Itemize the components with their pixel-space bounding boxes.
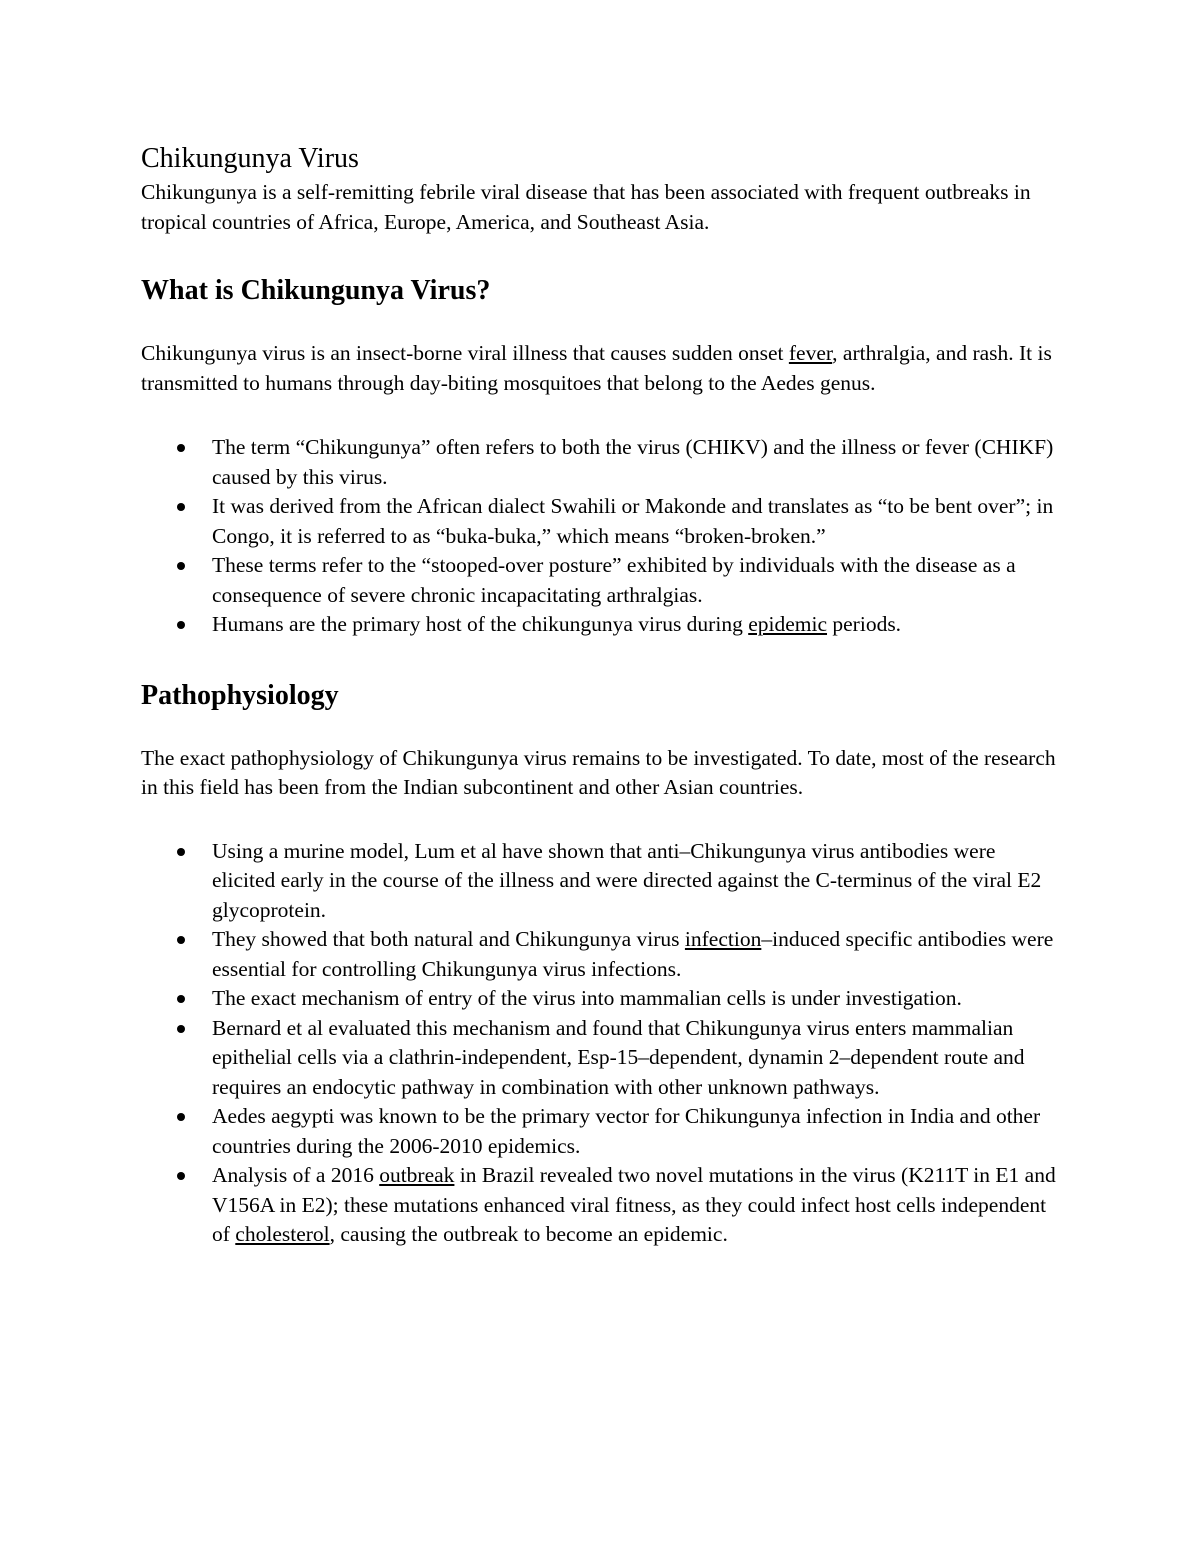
document-title: Chikungunya Virus [141,143,359,174]
list-item: Aedes aegypti was known to be the primary vector for Chikungunya infection in India and other countries during the 2006-2010 epidemics. [141,1102,1061,1161]
section1-paragraph: Chikungunya virus is an insect-borne viral illness that causes sudden onset fever, arthralgia, and rash. It is transmitted to humans through day-biting mosquitoes that belong to the Aedes genus. [141,341,1052,395]
bullet-icon [177,936,185,944]
infection-link[interactable]: infection [684,927,762,951]
section2-bullet-list [141,837,1061,1250]
list-item: Humans are the primary host of the chikungunya virus during epidemic periods. [141,610,1061,640]
list-item: Using a murine model, Lum et al have shown that anti–Chikungunya virus antibodies were elicited early in the course of the illness and were directed against the C-terminus of the viral E2 glycoprotein. [141,837,1061,926]
outbreak-link[interactable]: outbreak [379,1163,455,1187]
fever-link[interactable]: fever [788,341,833,365]
list-item: They showed that both natural and Chikungunya virus infection–induced specific antibodies were essential for controlling Chikungunya virus infections. [141,925,1061,984]
section2-paragraph: The exact pathophysiology of Chikungunya virus remains to be investigated. To date, most of the research in this field has been from the Indian subcontinent and other Asian countries. [141,745,1056,799]
epidemic-link[interactable]: epidemic [748,612,828,636]
bullet-icon [177,562,185,570]
bullet-icon [177,848,185,856]
section-heading-pathophysiology: Pathophysiology [141,679,339,711]
bullet-icon [177,1172,185,1180]
bullet-icon [177,1025,185,1033]
section-heading-what-is: What is Chikungunya Virus? [141,275,491,306]
list-item: These terms refer to the “stooped-over posture” exhibited by individuals with the disease as a consequence of severe chronic incapacitating arthralgias. [141,551,1061,610]
bullet-icon [177,621,185,629]
bullet-icon [177,995,185,1003]
cholesterol-link[interactable]: cholesterol [235,1222,330,1246]
list-item: It was derived from the African dialect Swahili or Makonde and translates as “to be bent over”; in Congo, it is referred to as “buka-buka,” which means “broken-broken.” [141,492,1061,551]
list-item: Bernard et al evaluated this mechanism and found that Chikungunya virus enters mammalian epithelial cells via a clathrin-independent, Esp-15–dependent, dynamin 2–dependent route and requires an endocytic pathway in combination with other unknown pathways. [141,1014,1061,1103]
list-item: Analysis of a 2016 outbreak in Brazil revealed two novel mutations in the virus (K211T in E1 and V156A in E2); these mutations enhanced viral fitness, as they could infect host cells independent of cholesterol, causing the outbreak to become an epidemic. [141,1161,1061,1250]
bullet-icon [177,503,185,511]
bullet-icon [177,444,185,452]
list-item: The term “Chikungunya” often refers to both the virus (CHIKV) and the illness or fever (CHIKF) caused by this virus. [141,433,1061,492]
document-page [141,140,1061,1250]
list-item: The exact mechanism of entry of the virus into mammalian cells is under investigation. [141,984,1061,1014]
intro-paragraph: Chikungunya is a self-remitting febrile viral disease that has been associated with frequent outbreaks in tropical countries of Africa, Europe, America, and Southeast Asia. [141,180,1031,234]
bullet-icon [177,1113,185,1121]
section1-bullet-list [141,433,1061,640]
